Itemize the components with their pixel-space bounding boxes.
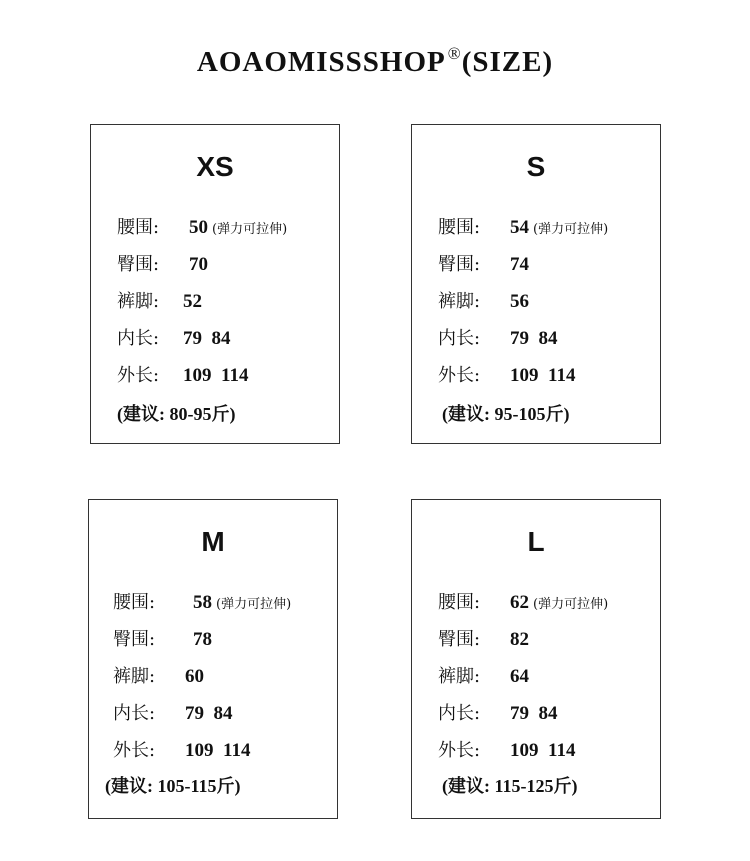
hip-value: 70	[189, 254, 208, 275]
size-name: S	[526, 151, 546, 182]
hip-label: 臀围:	[438, 254, 481, 275]
weight-recommendation: (建议: 105-115斤)	[105, 776, 241, 796]
hem-row	[117, 287, 202, 313]
waist-row	[117, 213, 287, 239]
inseam-value: 79 84	[510, 703, 558, 724]
registered-mark: ®	[447, 44, 462, 63]
outseam-label: 外长:	[438, 740, 481, 761]
hip-label: 臀围:	[113, 629, 156, 650]
size-name: M	[201, 526, 225, 557]
size-card-l	[411, 499, 661, 819]
hem-label: 裤脚:	[438, 291, 481, 312]
inseam-label: 内长:	[438, 328, 481, 349]
hem-value: 64	[510, 666, 529, 687]
outseam-value: 109 114	[510, 365, 576, 386]
inseam-row	[117, 324, 231, 350]
brand-name: AOAOMISSSHOP	[196, 46, 446, 78]
hem-label: 裤脚:	[117, 291, 160, 312]
inseam-label: 内长:	[438, 703, 481, 724]
hem-row	[438, 287, 529, 313]
hem-row	[113, 662, 204, 688]
waist-row	[438, 213, 608, 239]
page-title	[0, 44, 750, 79]
outseam-row	[438, 736, 575, 762]
hem-value: 56	[510, 291, 529, 312]
waist-value: 50	[189, 217, 208, 238]
hem-value: 60	[185, 666, 204, 687]
waist-value: 62	[510, 592, 529, 613]
outseam-row	[438, 361, 575, 387]
hip-row	[438, 625, 529, 651]
outseam-label: 外长:	[117, 365, 160, 386]
stretch-note: (弹力可拉伸)	[533, 597, 609, 612]
inseam-label: 内长:	[117, 328, 160, 349]
hip-value: 82	[510, 629, 529, 650]
inseam-value: 79 84	[183, 328, 231, 349]
inseam-row	[438, 699, 558, 725]
stretch-note: (弹力可拉伸)	[212, 222, 288, 237]
hip-label: 臀围:	[438, 629, 481, 650]
hip-value: 78	[193, 629, 212, 650]
outseam-label: 外长:	[113, 740, 156, 761]
outseam-row	[113, 736, 250, 762]
title-suffix: (SIZE)	[461, 46, 554, 78]
waist-label: 腰围:	[438, 592, 481, 613]
stretch-note: (弹力可拉伸)	[216, 597, 292, 612]
size-name: L	[527, 526, 545, 557]
inseam-value: 79 84	[510, 328, 558, 349]
hip-row	[117, 250, 208, 276]
inseam-value: 79 84	[185, 703, 233, 724]
size-name: XS	[196, 151, 234, 182]
waist-row	[113, 588, 291, 614]
stretch-note: (弹力可拉伸)	[533, 222, 609, 237]
waist-label: 腰围:	[438, 217, 481, 238]
hem-label: 裤脚:	[113, 666, 156, 687]
waist-label: 腰围:	[117, 217, 160, 238]
hip-row	[113, 625, 212, 651]
size-card-s	[411, 124, 661, 444]
hem-value: 52	[183, 291, 202, 312]
weight-recommendation: (建议: 115-125斤)	[442, 776, 578, 796]
outseam-value: 109 114	[510, 740, 576, 761]
hip-label: 臀围:	[117, 254, 160, 275]
waist-row	[438, 588, 608, 614]
outseam-value: 109 114	[183, 365, 249, 386]
outseam-row	[117, 361, 248, 387]
hip-row	[438, 250, 529, 276]
size-card-xs	[90, 124, 340, 444]
outseam-value: 109 114	[185, 740, 251, 761]
size-card-m	[88, 499, 338, 819]
inseam-label: 内长:	[113, 703, 156, 724]
hip-value: 74	[510, 254, 529, 275]
inseam-row	[438, 324, 558, 350]
waist-value: 58	[193, 592, 212, 613]
waist-value: 54	[510, 217, 529, 238]
hem-row	[438, 662, 529, 688]
inseam-row	[113, 699, 233, 725]
hem-label: 裤脚:	[438, 666, 481, 687]
weight-recommendation: (建议: 80-95斤)	[117, 404, 236, 424]
outseam-label: 外长:	[438, 365, 481, 386]
waist-label: 腰围:	[113, 592, 156, 613]
weight-recommendation: (建议: 95-105斤)	[442, 404, 570, 424]
